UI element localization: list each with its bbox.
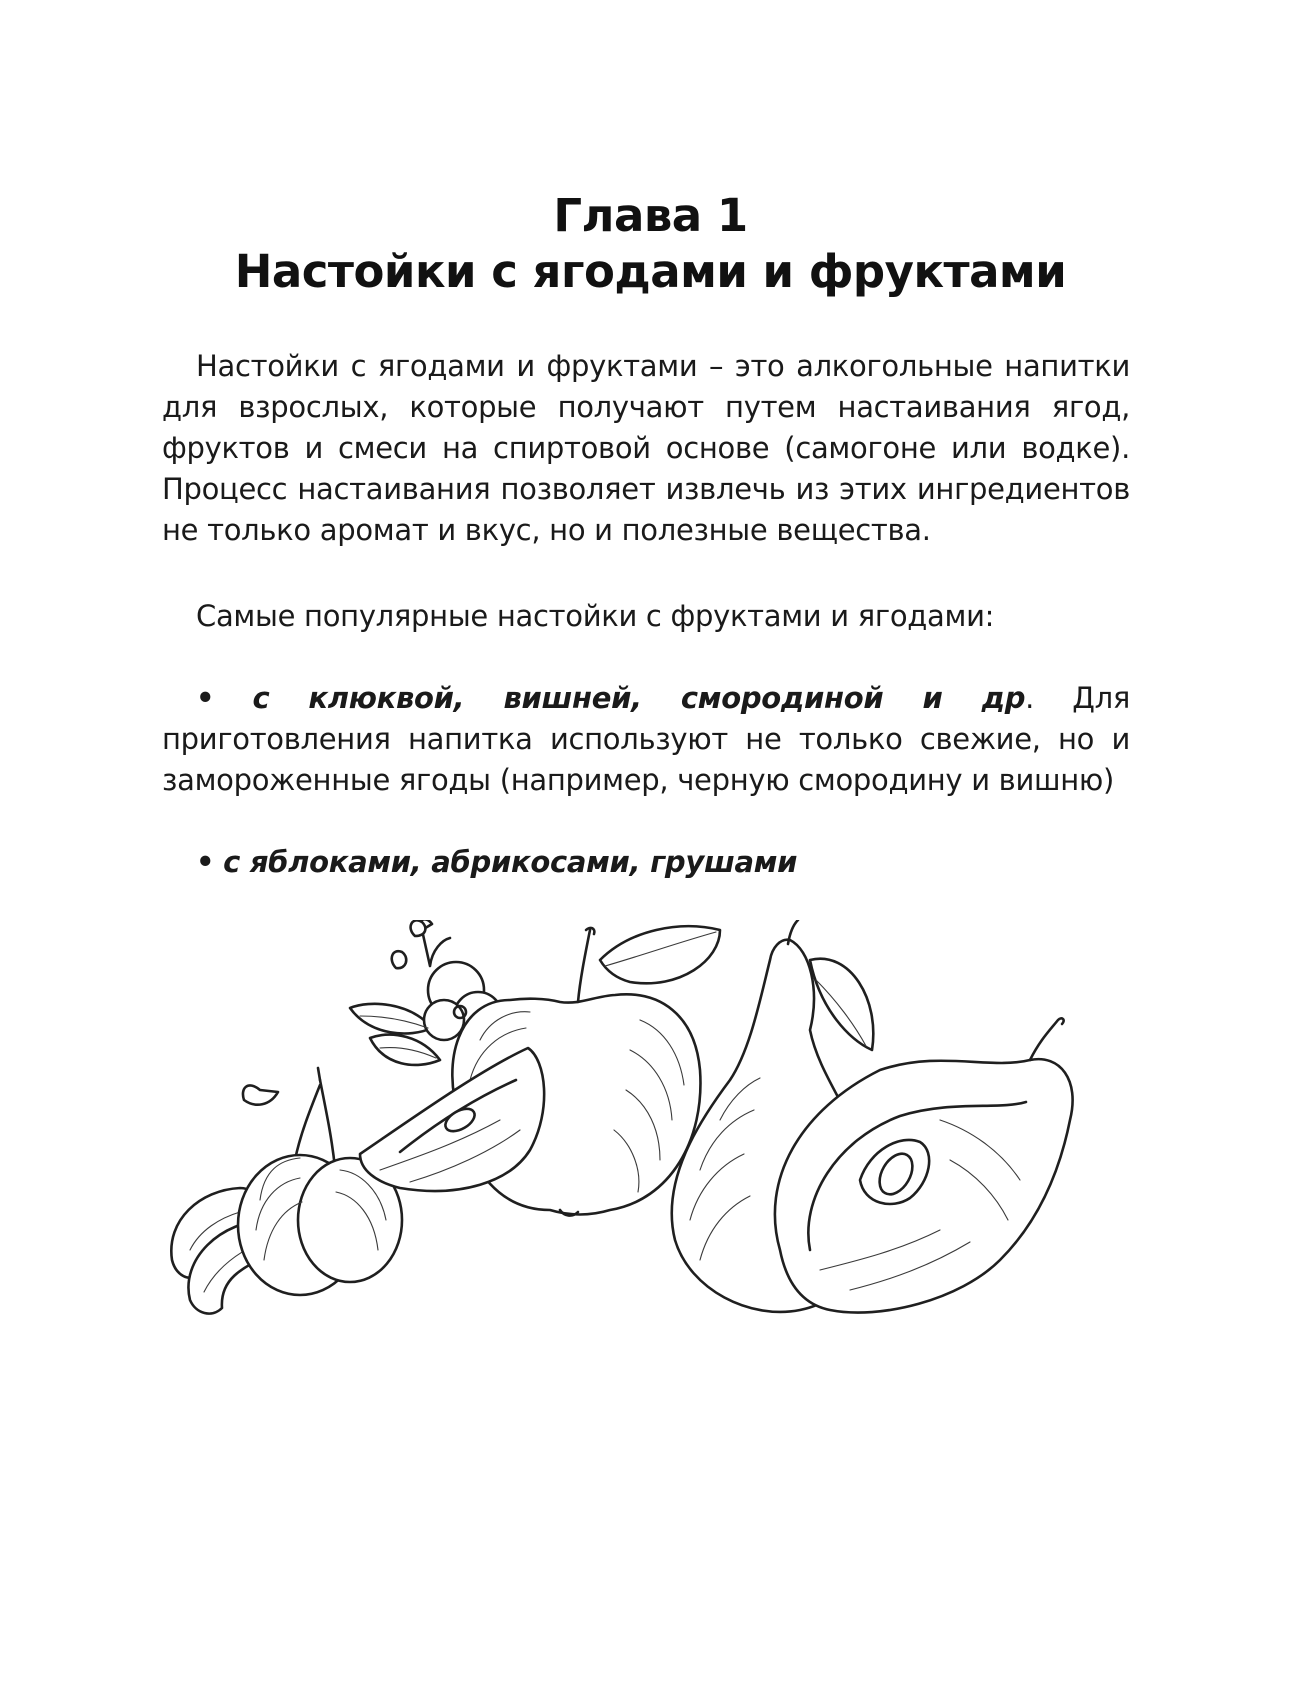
chapter-heading bbox=[0, 188, 1301, 300]
bullet-marker: • bbox=[196, 681, 215, 715]
chapter-number: Глава 1 bbox=[553, 189, 748, 242]
apricots-image bbox=[238, 1068, 402, 1295]
bullet-text: . Для приготовления напитка используют не только свежие, но и замороженные ягоды (например, черную смородину и вишню) bbox=[162, 681, 1130, 797]
bullet-title: с клюквой, вишней, смородиной и др bbox=[252, 681, 1026, 715]
fruit-illustration bbox=[160, 920, 1140, 1380]
chapter-title: Настойки с ягодами и фруктами bbox=[234, 245, 1067, 298]
list-item bbox=[162, 842, 1130, 883]
fruit-engraving-image bbox=[160, 920, 1140, 1380]
bullet-marker: • bbox=[196, 845, 215, 879]
intro-paragraph: Настойки с ягодами и фруктами – это алкогольные напитки для взрослых, которые получают путем настаивания ягод, фруктов и смеси на спиртовой основе (самогоне или водке). Процесс настаивания позволяет извлечь из этих ингредиентов не только аромат и вкус, но и полезные вещества. bbox=[162, 349, 1130, 547]
list-item bbox=[162, 678, 1130, 801]
popular-paragraph: Самые популярные настойки с фруктами и ягодами: bbox=[196, 599, 995, 633]
bullet-title: с яблоками, абрикосами, грушами bbox=[223, 845, 798, 879]
